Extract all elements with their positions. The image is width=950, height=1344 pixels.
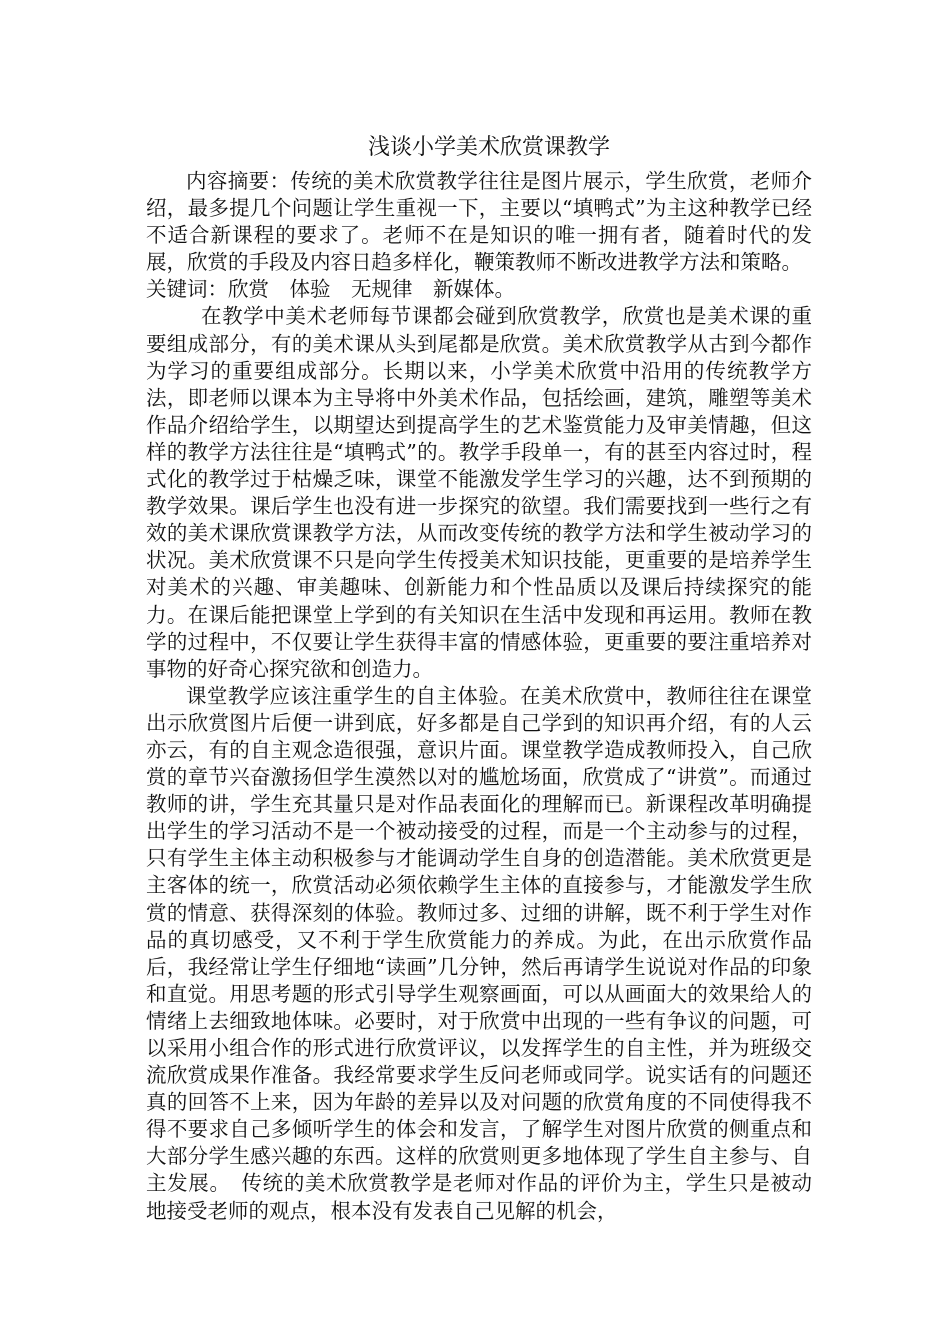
document-title: 浅谈小学美术欣赏课教学 [367,135,610,160]
body-paragraph: 在教学中美术老师每节课都会碰到欣赏教学，欣赏也是美术课的重要组成部分，有的美术课从头到尾都是欣赏。美术欣赏教学从古到今都作为学习的重要组成部分。长期以来，小学美术欣赏中沿用的传统教学方法，即老师以课本为主导将中外美术作品，包括绘画，建筑，雕塑等美术作品介绍给学生，以期望达到提高学生的艺术鉴赏能力及审美情趣，但这样的教学方法往往是“填鸭式”的。教学手段单一，有的甚至内容过时，程式化的教学过于枯燥乏味，课堂不能激发学生学习的兴趣，达不到预期的教学效果。课后学生也没有进一步探究的欲望。我们需要找到一些行之有效的美术课欣赏课教学方法，从而改变传统的教学方法和学生被动学习的状况。美术欣赏课不只是向学生传授美术知识技能，更重要的是培养学生对美术的兴趣、审美趣味、创新能力和个性品质以及课后持续探究的能力。在课后能把课堂上学到的有关知识在生活中发现和再运用。教师在教学的过程中，不仅要让学生获得丰富的情感体验，更重要的要注重培养对事物的好奇心探究欲和创造力。 [146,304,812,681]
body-paragraph: 课堂教学应该注重学生的自主体验。在美术欣赏中，教师往往在课堂出示欣赏图片后便一讲到底，好多都是自己学到的知识再介绍，有的人云亦云，有的自主观念造很强，意识片面。课堂教学造成教师投入，自己欣赏的章节兴奋激扬但学生漠然以对的尴尬场面，欣赏成了“讲赏”。而通过教师的讲，学生充其量只是对作品表面化的理解而已。新课程改革明确提出学生的学习活动不是一个被动接受的过程，而是一个主动参与的过程，只有学生主体主动积极参与才能调动学生自身的创造潜能。美术欣赏更是主客体的统一，欣赏活动必须依赖学生主体的直接参与，才能激发学生欣赏的情意、获得深刻的体验。教师过多、过细的讲解，既不利于学生对作品的真切感受，又不利于学生欣赏能力的养成。为此，在出示欣赏作品后，我经常让学生仔细地“读画”几分钟，然后再请学生说说对作品的印象和直觉。用思考题的形式引导学生观察画面，可以从画面大的效果给人的情绪上去细致地体味。必要时，对于欣赏中出现的一些有争议的问题，可以采用小组合作的形式进行欣赏评议，以发挥学生的自主性，并为班级交流欣赏成果作准备。我经常要求学生反问老师或同学。说实话有的问题还真的回答不上来，因为年龄的差异以及对问题的欣赏角度的不同使得我不得不要求自己多倾听学生的体会和发言，了解学生对图片欣赏的侧重点和大部分学生感兴趣的东西。这样的欣赏则更多地体现了学生自主参与、自主发展。 传统的美术欣赏教学是老师对作品的评价为主，学生只是被动地接受老师的观点，根本没有发表自己见解的机会， [146,683,812,1223]
keywords-line: 关键词：欣赏 体验 无规律 新媒体。 [146,277,515,302]
document-body [146,134,812,1225]
abstract-paragraph: 内容摘要：传统的美术欣赏教学往往是图片展示，学生欣赏，老师介绍，最多提几个问题让学生重视一下，主要以“填鸭式”为主这种教学已经不适合新课程的要求了。老师不在是知识的唯一拥有者，随着时代的发展，欣赏的手段及内容日趋多样化，鞭策教师不断改进教学方法和策略。 [146,169,812,275]
